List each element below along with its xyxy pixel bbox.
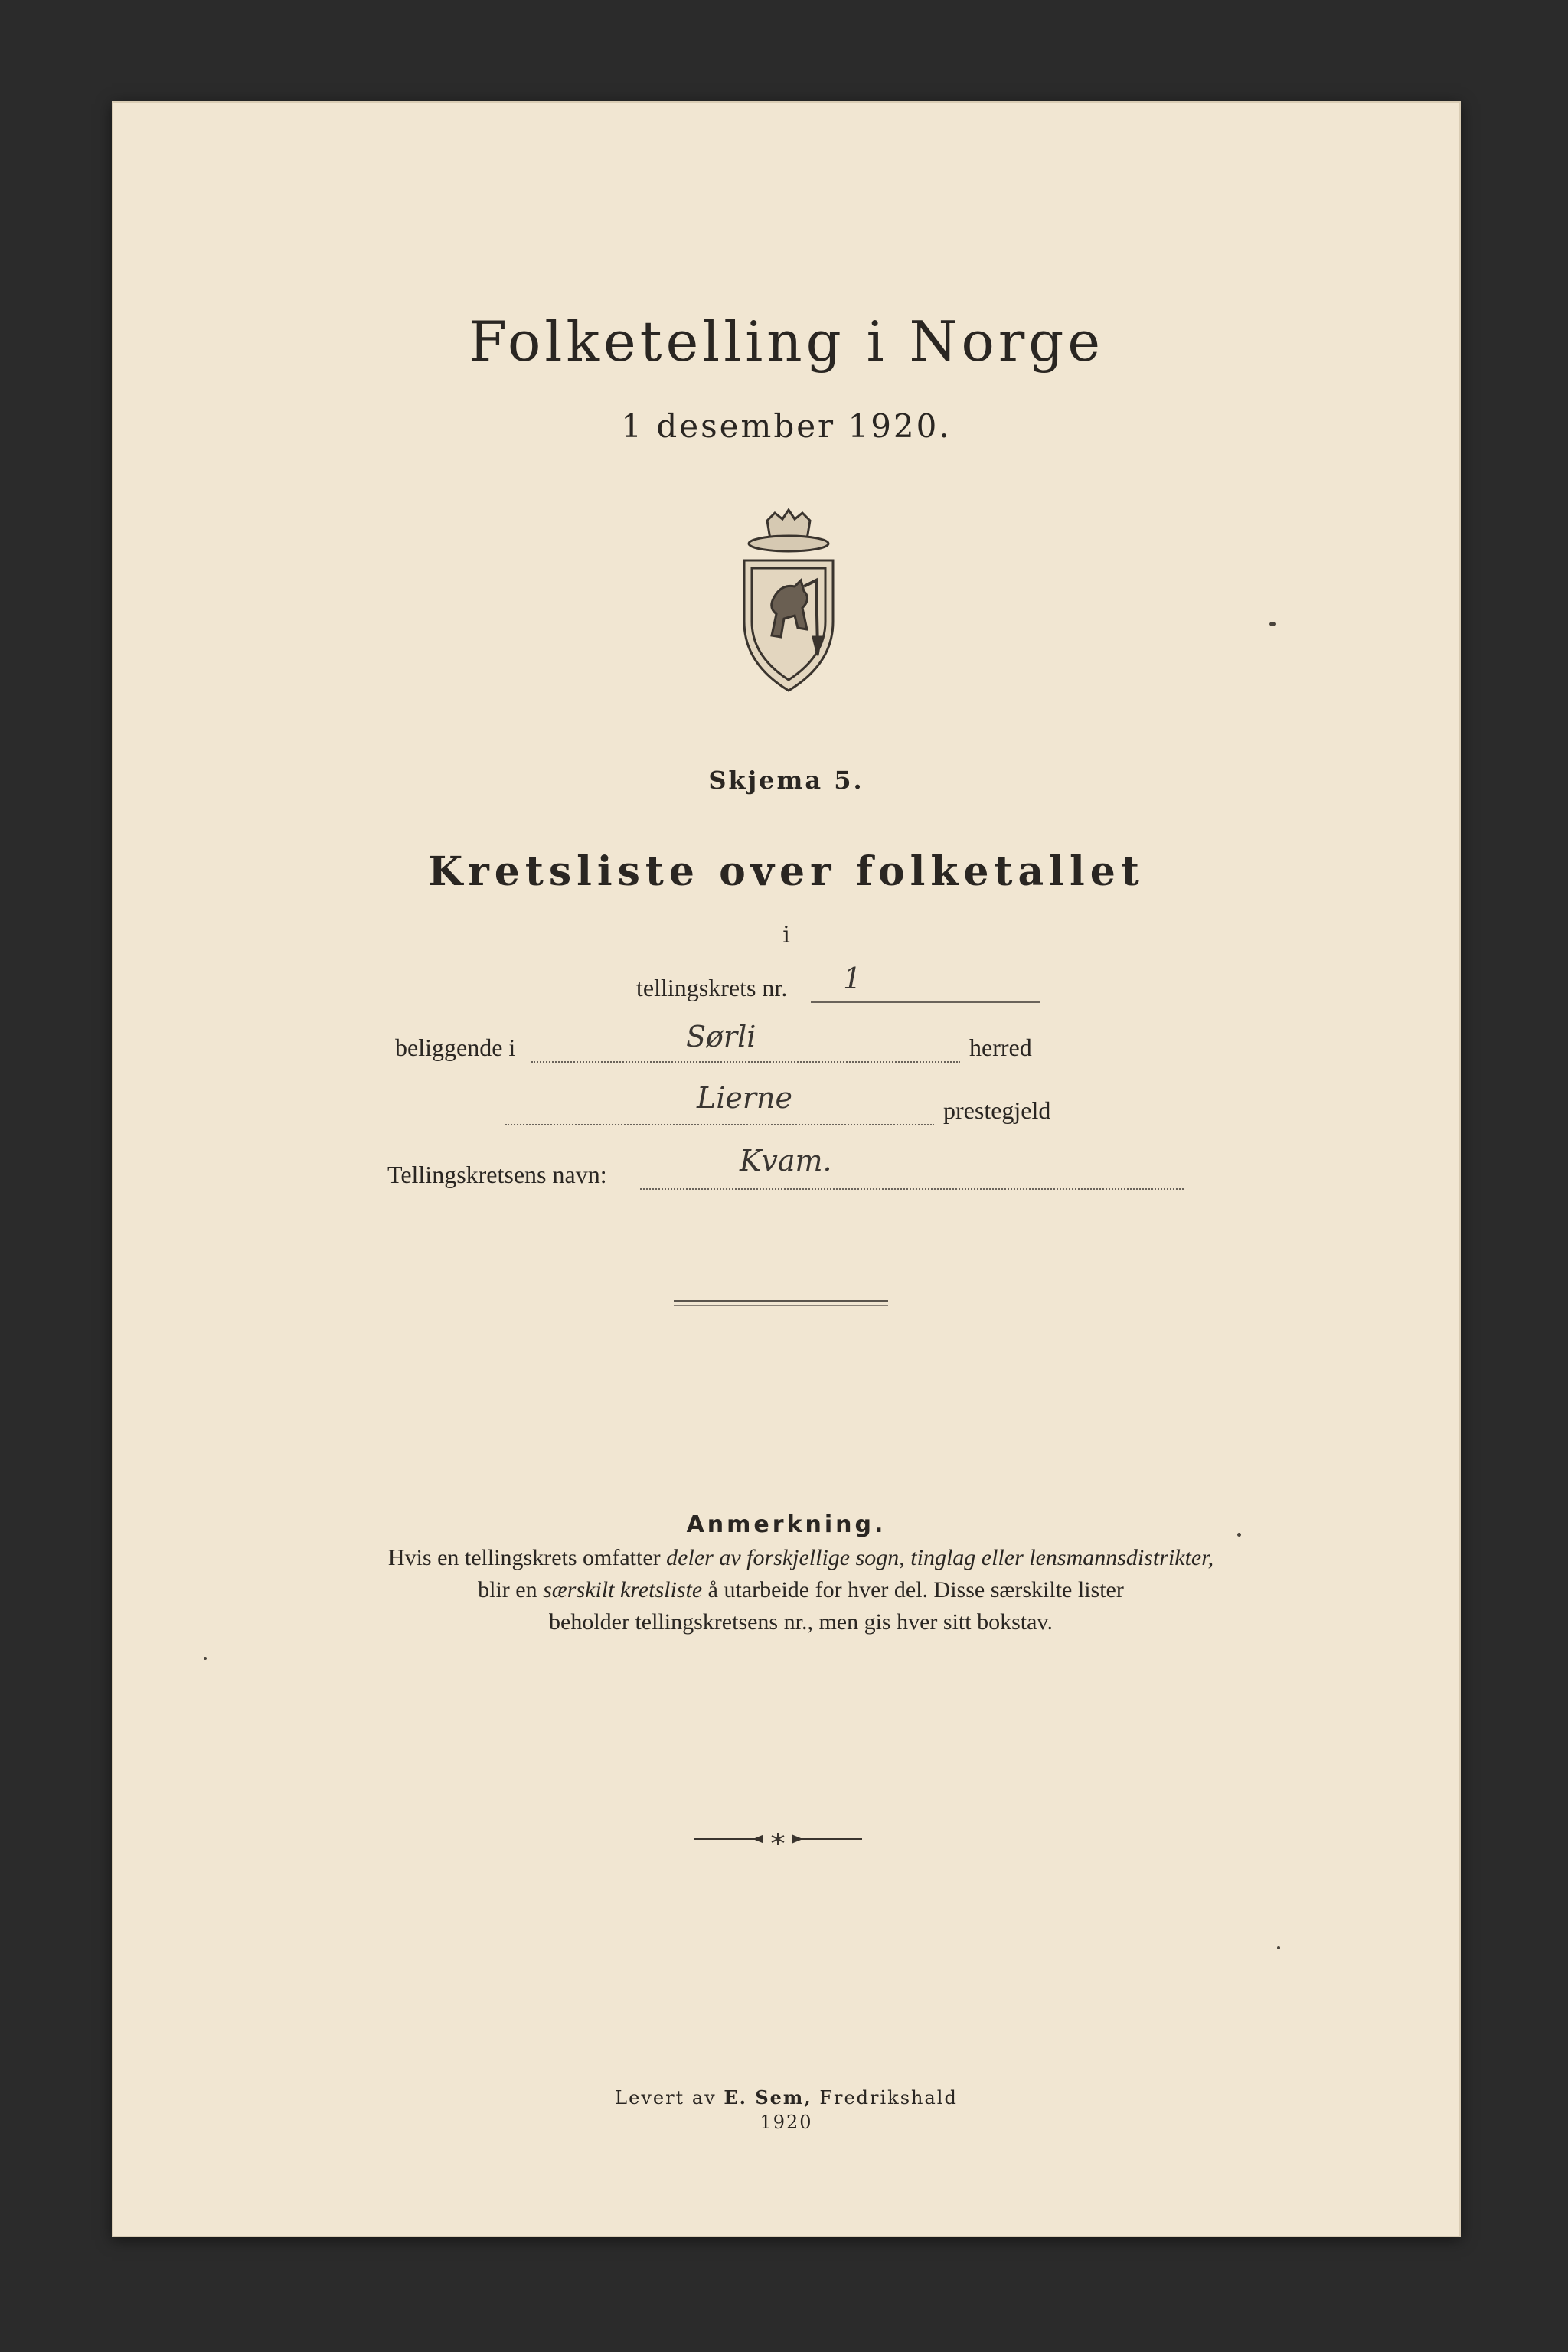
herred-label: herred <box>969 1034 1032 1061</box>
printer-place: Fredrikshald <box>812 2087 958 2109</box>
connector-text: i <box>782 922 790 949</box>
beliggende-label: beliggende i <box>395 1034 516 1061</box>
coat-of-arms-icon <box>727 507 850 698</box>
form-heading: Kretsliste over folketallet <box>428 848 1145 895</box>
paper-speck <box>1277 1946 1280 1949</box>
prestegjeld-line <box>505 1124 934 1125</box>
beliggende-line <box>531 1061 960 1063</box>
remark-line-2-italic: særskilt kretsliste <box>543 1577 703 1602</box>
document-date: 1 desember 1920. <box>621 407 952 445</box>
remark-line-1-text: Hvis en tellingskrets omfatter <box>387 1545 667 1570</box>
prestegjeld-label: prestegjeld <box>943 1096 1051 1124</box>
printer-year: 1920 <box>760 2112 813 2133</box>
census-form-page <box>112 101 1461 2237</box>
tellingskrets-row <box>636 962 1065 1008</box>
printer-imprint <box>112 2086 1461 2135</box>
paper-speck <box>204 1657 207 1660</box>
paper-speck <box>1269 622 1276 626</box>
printer-prefix: Levert av <box>615 2087 724 2109</box>
printer-line <box>112 2086 1461 2110</box>
kretsnavn-label: Tellingskretsens navn: <box>387 1161 607 1188</box>
tellingskrets-value: 1 <box>843 962 862 995</box>
kretsnavn-value: Kvam. <box>740 1144 832 1178</box>
remark-line-2 <box>288 1574 1314 1606</box>
remark-line-3: beholder tellingskretsens nr., men gis hver sitt bokstav. <box>549 1609 1053 1635</box>
prestegjeld-value: Lierne <box>697 1081 793 1115</box>
remark-line-1-italic: deler av forskjellige sogn, tinglag eller lensmannsdistrikter, <box>666 1545 1214 1570</box>
document-title: Folketelling i Norge <box>469 309 1104 374</box>
tellingskrets-label: tellingskrets nr. <box>636 974 788 1001</box>
remark-line-2-text-c: å utarbeide for hver del. Disse særskilte lister <box>702 1577 1124 1602</box>
remark-text <box>288 1542 1314 1638</box>
tellingskrets-line <box>811 1001 1040 1003</box>
prestegjeld-row <box>505 1081 1194 1130</box>
beliggende-row <box>395 1020 1199 1067</box>
kretsnavn-row <box>387 1144 1268 1194</box>
remark-line-1 <box>288 1542 1314 1574</box>
beliggende-value: Sørli <box>686 1020 756 1054</box>
schema-number: Skjema 5. <box>708 766 864 795</box>
remark-title: Anmerkning. <box>686 1511 887 1538</box>
printer-name: E. Sem, <box>724 2086 812 2109</box>
ornament-divider-icon <box>694 1831 862 1847</box>
section-divider <box>674 1300 888 1306</box>
kretsnavn-line <box>640 1188 1184 1190</box>
remark-line-2-text-a: blir en <box>478 1577 544 1602</box>
paper-speck <box>1237 1533 1241 1537</box>
